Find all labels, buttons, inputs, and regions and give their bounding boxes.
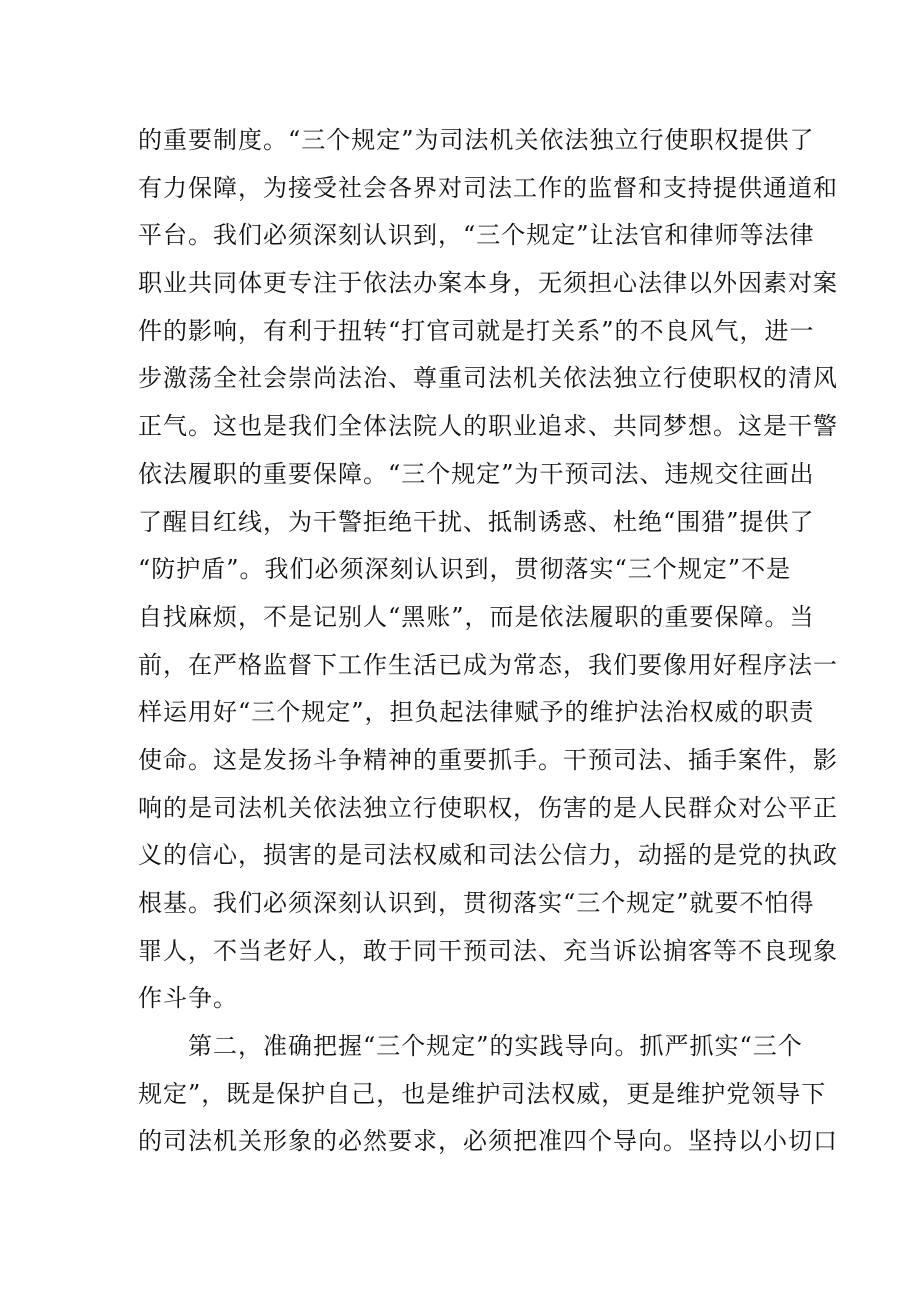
text-line: 有力保障，为接受社会各界对司法工作的监督和支持提供通道和	[138, 173, 838, 202]
text-line: 样运用好“三个规定”，担负起法律赋予的维护法治权威的职责	[138, 698, 815, 727]
text-line: 件的影响，有利于扭转“打官司就是打关系”的不良风气，进一	[138, 316, 815, 345]
text-line: 第二，准确把握“三个规定”的实践导向。抓严抓实“三个	[138, 1032, 803, 1061]
text-line: 依法履职的重要保障。“三个规定”为干预司法、违规交往画出	[138, 459, 815, 488]
text-line: 的司法机关形象的必然要求，必须把准四个导向。坚持以小切口	[138, 1127, 838, 1156]
text-line: 平台。我们必须深刻认识到，“三个规定”让法官和律师等法律	[138, 221, 815, 250]
text-line: 义的信心，损害的是司法权威和司法公信力，动摇的是党的执政	[138, 841, 838, 870]
text-line: 前，在严格监督下工作生活已成为常态，我们要像用好程序法一	[138, 650, 838, 679]
text-line: 使命。这是发扬斗争精神的重要抓手。干预司法、插手案件，影	[138, 745, 838, 774]
text-line: 规定”，既是保护自己，也是维护司法权威，更是维护党领导下	[138, 1079, 827, 1108]
text-line: 步激荡全社会崇尚法治、尊重司法机关依法独立行使职权的清风	[138, 364, 838, 393]
text-line: 的重要制度。“三个规定”为司法机关依法独立行使职权提供了	[138, 126, 815, 154]
text-line: 响的是司法机关依法独立行使职权，伤害的是人民群众对公平正	[138, 793, 838, 822]
text-line: 罪人，不当老好人，敢于同干预司法、充当诉讼掮客等不良现象	[138, 936, 838, 965]
text-line: 自找麻烦，不是记别人“黑账”，而是依法履职的重要保障。当	[138, 602, 815, 631]
body-text	[138, 117, 838, 1166]
text-line: 正气。这也是我们全体法院人的职业追求、共同梦想。这是干警	[138, 412, 838, 441]
text-line: 了醒目红线，为干警拒绝干扰、抵制诱惑、杜绝“围猎”提供了	[138, 507, 815, 536]
text-line: 作斗争。	[138, 984, 238, 1013]
text-line: 根基。我们必须深刻认识到，贯彻落实“三个规定”就要不怕得	[138, 889, 815, 917]
text-line: “防护盾”。我们必须深刻认识到，贯彻落实“三个规定”不是	[138, 555, 792, 584]
text-line: 职业共同体更专注于依法办案本身，无须担心法律以外因素对案	[138, 269, 838, 298]
